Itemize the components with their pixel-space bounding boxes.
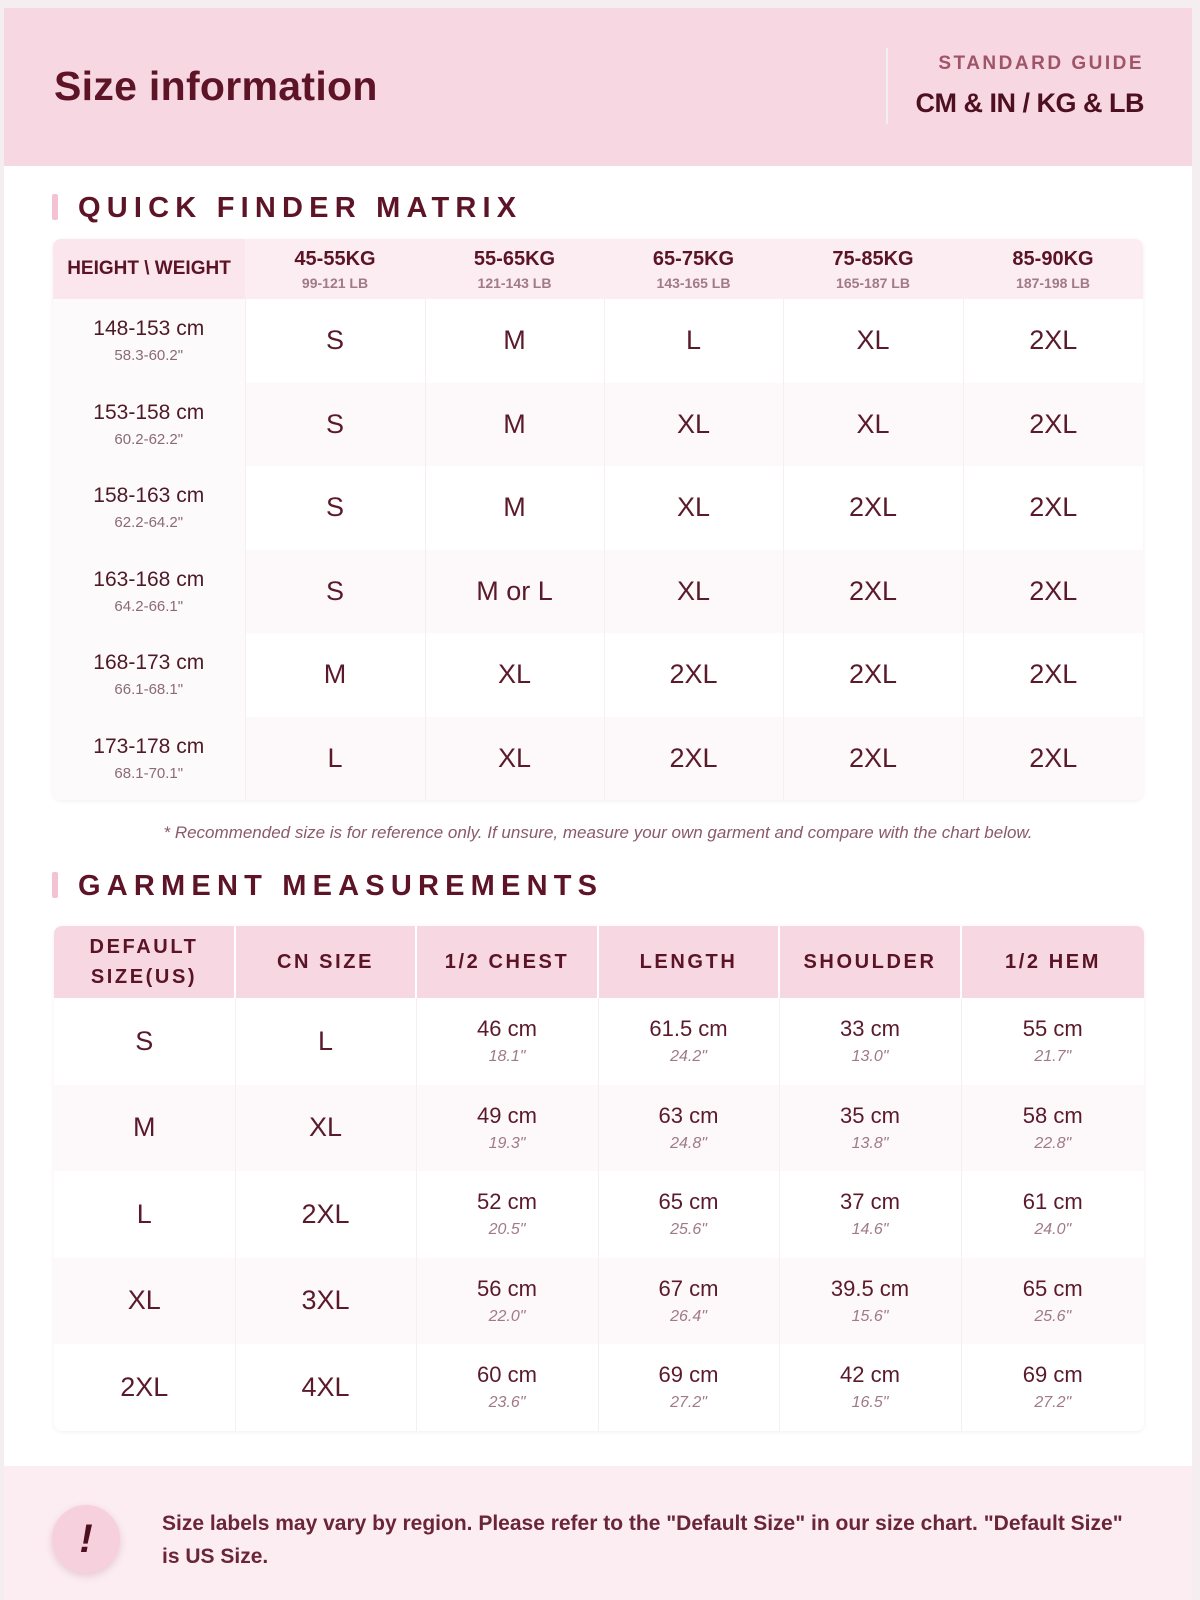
section-title: QUICK FINDER MATRIX: [78, 192, 523, 224]
measurement-cell: [961, 1344, 1144, 1431]
weight-header: [604, 239, 783, 299]
table-row: [54, 1085, 1144, 1172]
height-in: 68.1-70.1": [114, 764, 184, 782]
size-cell: 2XL: [963, 633, 1143, 717]
height-in: 60.2-62.2": [114, 430, 184, 448]
weight-lb: 99-121 LB: [301, 274, 369, 291]
value-cm: 55 cm: [1022, 1016, 1083, 1042]
corner-header: HEIGHT \ WEIGHT: [53, 239, 245, 299]
measurement-cell: [779, 1085, 961, 1172]
value-in: 24.8": [670, 1134, 707, 1152]
height-in: 58.3-60.2": [114, 347, 184, 365]
column-header: DEFAULT SIZE(US): [54, 926, 235, 998]
size-cell: 2XL: [963, 550, 1143, 634]
column-header: SHOULDER: [779, 926, 961, 998]
garment-measurements-table: [54, 926, 1144, 1431]
height-cell: [53, 383, 245, 467]
value-in: 24.0": [1034, 1221, 1072, 1239]
guide-units: CM & IN / KG & LB: [915, 88, 1144, 118]
height-cm: 163-168 cm: [93, 567, 205, 591]
value-in: 19.3": [488, 1134, 526, 1152]
weight-header: [425, 239, 604, 299]
cn-size-cell: L: [235, 998, 416, 1085]
header: [4, 8, 1192, 166]
table-row: [54, 998, 1144, 1085]
table-row: [53, 717, 1143, 801]
measurement-cell: [961, 998, 1144, 1085]
height-in: 64.2-66.1": [114, 597, 184, 615]
table-row: [54, 1344, 1144, 1431]
size-cell: 2XL: [963, 299, 1143, 383]
size-cell: 2XL: [604, 633, 783, 717]
size-notice: [4, 1466, 1192, 1600]
measurement-cell: [779, 998, 961, 1085]
table-row: [53, 633, 1143, 717]
value-cm: 35 cm: [840, 1102, 900, 1128]
height-in: 66.1-68.1": [114, 681, 184, 699]
quick-finder-table: [53, 239, 1143, 800]
height-in: 62.2-64.2": [114, 514, 184, 532]
value-in: 13.8": [851, 1134, 889, 1152]
weight-kg: 55-65KG: [473, 247, 556, 270]
us-size-cell: 2XL: [54, 1344, 235, 1431]
measurement-cell: [598, 1171, 779, 1258]
height-cell: [53, 633, 245, 717]
size-cell: S: [245, 383, 425, 467]
guide-label: STANDARD GUIDE: [938, 53, 1144, 74]
height-cm: 168-173 cm: [93, 651, 205, 675]
size-cell: XL: [604, 550, 783, 634]
table-header-row: [53, 239, 1143, 299]
us-size-cell: L: [54, 1171, 235, 1258]
size-cell: S: [245, 466, 425, 550]
weight-header: [783, 239, 963, 299]
weight-kg: 65-75KG: [652, 247, 735, 270]
size-cell: XL: [604, 383, 783, 467]
height-cell: [53, 550, 245, 634]
value-cm: 65 cm: [658, 1189, 719, 1215]
weight-kg: 75-85KG: [832, 247, 914, 270]
table-header-row: [54, 926, 1144, 998]
us-size-cell: M: [54, 1085, 235, 1172]
value-in: 22.0": [488, 1307, 526, 1325]
size-cell: M: [425, 383, 604, 467]
value-cm: 39.5 cm: [830, 1275, 910, 1301]
exclamation-icon: !: [52, 1505, 120, 1573]
weight-lb: 143-165 LB: [656, 274, 731, 291]
value-cm: 61.5 cm: [649, 1016, 728, 1042]
measurement-cell: [961, 1258, 1144, 1345]
cn-size-cell: 2XL: [235, 1171, 416, 1258]
weight-kg: 85-90KG: [1012, 247, 1094, 270]
measurement-cell: [598, 1344, 779, 1431]
size-cell: S: [245, 550, 425, 634]
measurement-cell: [416, 1171, 598, 1258]
size-guide-card: [4, 8, 1192, 1600]
value-in: 26.4": [670, 1307, 707, 1325]
value-in: 25.6": [1034, 1307, 1072, 1325]
value-cm: 69 cm: [658, 1362, 719, 1388]
weight-header: [245, 239, 425, 299]
weight-header: [963, 239, 1143, 299]
value-cm: 37 cm: [840, 1189, 900, 1215]
measurement-cell: [598, 1258, 779, 1345]
value-in: 25.6": [670, 1221, 707, 1239]
size-cell: 2XL: [963, 383, 1143, 467]
measurement-cell: [779, 1344, 961, 1431]
column-header: 1/2 CHEST: [416, 926, 598, 998]
measurement-cell: [416, 1258, 598, 1345]
size-cell: M: [245, 633, 425, 717]
value-in: 18.1": [488, 1048, 526, 1066]
size-cell: S: [245, 299, 425, 383]
section-accent-bar: [52, 872, 58, 898]
size-cell: 2XL: [963, 466, 1143, 550]
section-title: GARMENT MEASUREMENTS: [78, 870, 604, 902]
footnote: * Recommended size is for reference only. If unsure, measure your own garment and compare with the chart below.: [163, 823, 1033, 842]
height-cell: [53, 717, 245, 801]
value-in: 13.0": [851, 1048, 889, 1066]
height-cm: 153-158 cm: [93, 400, 205, 424]
header-divider: [886, 48, 888, 124]
table-row: [53, 299, 1143, 383]
size-cell: 2XL: [783, 466, 963, 550]
value-cm: 56 cm: [477, 1275, 537, 1301]
page-title: Size information: [54, 63, 378, 109]
size-cell: L: [604, 299, 783, 383]
height-cell: [53, 299, 245, 383]
size-cell: 2XL: [783, 633, 963, 717]
value-in: 20.5": [488, 1221, 526, 1239]
table-row: [54, 1171, 1144, 1258]
value-in: 24.2": [670, 1048, 707, 1066]
height-cm: 158-163 cm: [93, 484, 205, 508]
value-in: 27.2": [670, 1394, 707, 1412]
value-in: 23.6": [488, 1394, 526, 1412]
value-cm: 65 cm: [1022, 1275, 1083, 1301]
measurement-cell: [961, 1085, 1144, 1172]
size-cell: XL: [425, 717, 604, 801]
value-cm: 58 cm: [1022, 1102, 1083, 1128]
size-cell: L: [245, 717, 425, 801]
value-cm: 52 cm: [477, 1189, 537, 1215]
value-cm: 63 cm: [658, 1102, 719, 1128]
value-cm: 69 cm: [1022, 1362, 1083, 1388]
value-in: 21.7": [1034, 1048, 1072, 1066]
value-cm: 33 cm: [840, 1016, 900, 1042]
value-in: 27.2": [1034, 1394, 1072, 1412]
us-size-cell: XL: [54, 1258, 235, 1345]
section-accent-bar: [52, 194, 58, 220]
weight-lb: 187-198 LB: [1016, 274, 1090, 291]
column-header: LENGTH: [598, 926, 779, 998]
size-cell: XL: [604, 466, 783, 550]
column-header: CN SIZE: [235, 926, 416, 998]
height-cell: [53, 466, 245, 550]
value-in: 22.8": [1034, 1134, 1072, 1152]
value-in: 14.6": [851, 1221, 889, 1239]
value-cm: 49 cm: [477, 1102, 537, 1128]
table-row: [53, 466, 1143, 550]
measurement-cell: [961, 1171, 1144, 1258]
measurement-cell: [416, 1085, 598, 1172]
value-in: 15.6": [851, 1307, 889, 1325]
measurement-cell: [416, 998, 598, 1085]
value-cm: 67 cm: [658, 1275, 719, 1301]
value-cm: 61 cm: [1022, 1189, 1083, 1215]
size-cell: 2XL: [963, 717, 1143, 801]
measurement-cell: [779, 1171, 961, 1258]
size-cell: 2XL: [783, 717, 963, 801]
size-cell: 2XL: [783, 550, 963, 634]
height-cm: 148-153 cm: [93, 317, 205, 341]
cn-size-cell: 4XL: [235, 1344, 416, 1431]
weight-lb: 165-187 LB: [836, 274, 910, 291]
us-size-cell: S: [54, 998, 235, 1085]
value-cm: 60 cm: [477, 1362, 537, 1388]
measurement-cell: [416, 1344, 598, 1431]
table-row: [54, 1258, 1144, 1345]
size-cell: XL: [783, 383, 963, 467]
weight-lb: 121-143 LB: [477, 274, 552, 291]
size-cell: M: [425, 466, 604, 550]
cn-size-cell: 3XL: [235, 1258, 416, 1345]
value-in: 16.5": [851, 1394, 889, 1412]
size-cell: M or L: [425, 550, 604, 634]
size-cell: XL: [425, 633, 604, 717]
cn-size-cell: XL: [235, 1085, 416, 1172]
size-cell: 2XL: [604, 717, 783, 801]
measurement-cell: [598, 998, 779, 1085]
height-cm: 173-178 cm: [93, 734, 205, 758]
table-row: [53, 550, 1143, 634]
table-row: [53, 383, 1143, 467]
size-cell: M: [425, 299, 604, 383]
value-cm: 46 cm: [477, 1016, 537, 1042]
weight-kg: 45-55KG: [294, 247, 376, 270]
measurement-cell: [779, 1258, 961, 1345]
measurement-cell: [598, 1085, 779, 1172]
size-cell: XL: [783, 299, 963, 383]
notice-text: Size labels may vary by region. Please refer to the "Default Size" in our size chart. "Default Size" is US Size.: [162, 1512, 1123, 1568]
column-header: 1/2 HEM: [961, 926, 1144, 998]
value-cm: 42 cm: [840, 1362, 900, 1388]
